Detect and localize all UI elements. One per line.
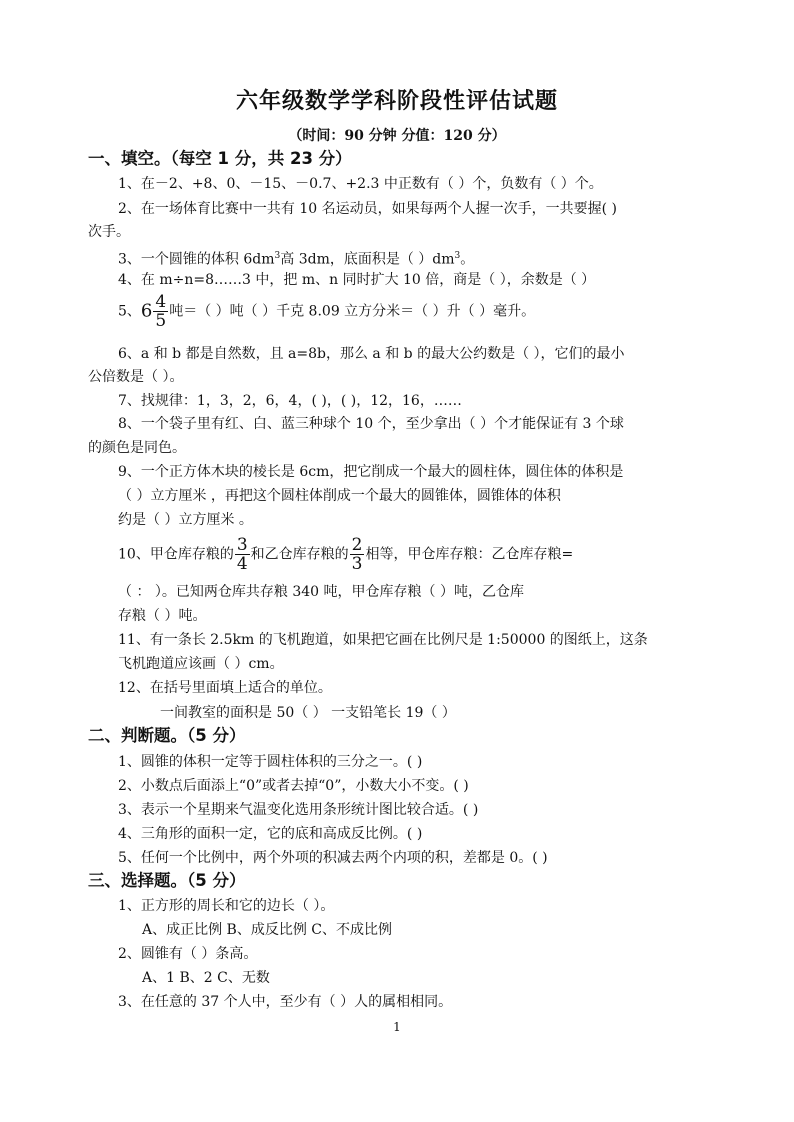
question-1-10-line-c: 存粮（ ）吨。 — [118, 608, 207, 624]
q3-mid: 高 3dm，底面积是（ ）dm — [280, 251, 455, 268]
judge-2: 2、小数点后面添上“0”或者去掉“0”，小数大小不变。( ) — [118, 778, 469, 794]
q10-f1-denominator: 4 — [236, 554, 248, 574]
q10-mid: 和乙仓库存粮的 — [250, 546, 349, 563]
question-1-12-blanks: 一间教室的面积是 50（ ） 一支铅笔长 19（ ） — [160, 705, 456, 721]
question-1-9-line-c: 约是（ ）立方厘米 。 — [118, 512, 253, 528]
q5-rest: 吨＝（ ）吨（ ）千克 8.09 立方分米＝（ ）升（ ）毫升。 — [169, 303, 536, 320]
question-1-7: 7、找规律：1，3，2，6，4，( )，( )，12，16，…… — [118, 393, 462, 409]
choice-1: 1、正方形的周长和它的边长（ ）。 — [118, 898, 335, 914]
question-1-9-line-b: （ ）立方厘米 ，再把这个圆柱体削成一个最大的圆锥体，圆锥体的体积 — [118, 488, 561, 504]
q10-pre: 10、甲仓库存粮的 — [118, 546, 234, 563]
judge-3: 3、表示一个星期来气温变化选用条形统计图比较合适。( ) — [118, 802, 479, 818]
question-1-2-line-a: 2、在一场体育比赛中一共有 10 名运动员，如果每两个人握一次手，一共要握( ) — [118, 201, 617, 217]
question-1-6-line-b: 公倍数是（ ）。 — [88, 369, 184, 385]
q5-numerator: 4 — [155, 292, 167, 312]
question-1-5 — [118, 293, 535, 330]
section-heading-fill-in: 一、填空。（每空 1 分，共 23 分） — [88, 149, 352, 168]
question-1-2-line-b: 次手。 — [88, 224, 130, 240]
q3-pre: 3、一个圆锥的体积 6dm — [118, 251, 275, 268]
q10-f1-numerator: 3 — [236, 535, 248, 555]
q3-exp-2: 3 — [454, 251, 461, 261]
q5-fraction — [153, 293, 168, 330]
question-1-8-line-a: 8、一个袋子里有红、白、蓝三种球个 10 个，至少拿出（ ）个才能保证有 3 个球 — [118, 416, 624, 432]
question-1-10-line-b: （ ： ）。已知两仓库共存粮 340 吨，甲仓库存粮（ ）吨，乙仓库 — [118, 584, 524, 600]
choice-2-options: A、1 B、2 C、无数 — [142, 970, 270, 986]
q3-exp-1: 3 — [274, 251, 281, 261]
section-heading-true-false: 二、判断题。（5 分） — [88, 726, 246, 745]
choice-3: 3、在任意的 37 个人中，至少有（ ）人的属相相同。 — [118, 994, 453, 1010]
page-number: 1 — [393, 1020, 401, 1034]
q10-f2-denominator: 3 — [351, 554, 363, 574]
q10-fraction-2 — [350, 536, 365, 573]
q5-whole: 6 — [140, 300, 153, 322]
q5-number: 5、 — [118, 303, 141, 320]
question-1-1: 1、在－2、+8、0、－15、－0.7、+2.3 中正数有（ ）个，负数有（ ）个。 — [118, 176, 603, 192]
choice-1-options: A、成正比例 B、成反比例 C、不成比例 — [142, 922, 393, 938]
question-1-6-line-a: 6、a 和 b 都是自然数，且 a=8b，那么 a 和 b 的最大公约数是（ ），它们的最小 — [118, 346, 625, 362]
q3-end: 。 — [460, 251, 475, 268]
question-1-3 — [118, 246, 474, 270]
question-1-12: 12、在括号里面填上适合的单位。 — [118, 680, 332, 696]
question-1-10-line-a — [118, 536, 573, 573]
section-heading-multiple-choice: 三、选择题。（5 分） — [88, 871, 246, 890]
q10-f2-numerator: 2 — [351, 535, 363, 555]
exam-title: 六年级数学学科阶段性评估试题 — [235, 89, 558, 114]
question-1-9-line-a: 9、一个正方体木块的棱长是 6cm，把它削成一个最大的圆柱体，圆住体的体积是 — [118, 464, 624, 480]
q5-denominator: 5 — [155, 311, 167, 331]
judge-4: 4、三角形的面积一定，它的底和高成反比例。( ) — [118, 826, 423, 842]
question-1-11-line-b: 飞机跑道应该画（ ）cm。 — [118, 656, 284, 672]
judge-1: 1、圆锥的体积一定等于圆柱体积的三分之一。( ) — [118, 754, 423, 770]
question-1-11-line-a: 11、有一条长 2.5km 的飞机跑道，如果把它画在比例尺是 1:50000 的图纸上，这条 — [118, 632, 648, 648]
question-1-4: 4、在 m÷n=8……3 中，把 m、n 同时扩大 10 倍，商是（ ），余数是（ ） — [118, 272, 596, 288]
choice-2: 2、圆锥有（ ）条高。 — [118, 946, 258, 962]
q10-fraction-1 — [235, 536, 250, 573]
judge-5: 5、任何一个比例中，两个外项的积减去两个内项的积，差都是 0。( ) — [118, 850, 548, 866]
q10-end: 相等，甲仓库存粮：乙仓库存粮= — [365, 546, 574, 563]
exam-subtitle: （时间：90 分钟 分值：120 分） — [288, 128, 506, 144]
question-1-8-line-b: 的颜色是同色。 — [88, 440, 186, 456]
